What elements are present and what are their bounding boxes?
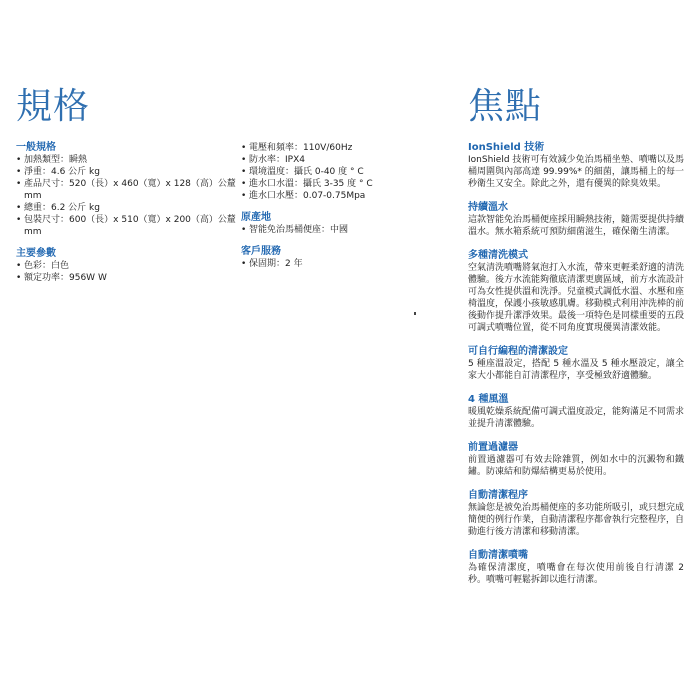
feature-air-temp — [468, 394, 684, 430]
feature-body: 這款智能免治馬桶便座採用瞬熱技術，隨需要提供持續溫水。無水箱系統可預防細菌滋生，確保衛生清潔。 — [468, 215, 685, 237]
feature-programmable — [468, 346, 684, 382]
feature-body: 5 種座溫設定，搭配 5 種水溫及 5 種水壓設定，讓全家大小都能自訂清潔程序，享受極致舒適體驗。 — [468, 359, 684, 381]
feature-body: 無論您是被免治馬桶便座的多功能所吸引，或只想完成簡便的例行作業，自動清潔程序都會執行完整程序，自動進行後方清潔和移動清潔。 — [468, 503, 685, 537]
main-params-heading: 主要參數 — [16, 248, 56, 259]
specs-column-left — [16, 142, 236, 294]
focus-title: 焦點 — [468, 86, 543, 127]
feature-pre-filter — [468, 442, 684, 478]
feature-auto-clean-nozzle — [468, 550, 684, 586]
spec-item-ambient-temp: • 環境溫度：攝氏 0-40 度 ° C — [241, 166, 451, 178]
feature-heading: 可自行編程的清潔設定 — [468, 346, 568, 357]
feature-body: IonShield 技術可有效減少免治馬桶坐墊、噴嘴以及馬桶周圍與內部高達 99.99%* 的細菌，讓馬桶上的每一秒衛生又安全。除此之外，還有優異的除臭效果。 — [468, 155, 684, 189]
spec-item-color: • 色彩：白色 — [16, 260, 236, 272]
general-specs-list — [16, 154, 236, 238]
spec-item-rated-power: • 額定功率：956W W — [16, 272, 236, 284]
spec-item-origin: • 智能免治馬桶便座：中國 — [241, 224, 451, 236]
spec-item-net-weight: • 淨重：4.6 公斤 kg — [16, 166, 236, 178]
stray-mark — [414, 312, 416, 315]
spec-item-product-size: • 產品尺寸：520（長）x 460（寬）x 128（高）公釐 mm — [16, 178, 236, 202]
feature-heading: 自動清潔程序 — [468, 490, 528, 501]
spec-item-warranty: • 保固期：2 年 — [241, 258, 451, 270]
feature-heading: 持續溫水 — [468, 202, 508, 213]
feature-ionshield — [468, 142, 684, 190]
origin-heading: 原產地 — [241, 212, 271, 223]
feature-heading: 前置過濾器 — [468, 442, 518, 453]
customer-service-heading: 客戶服務 — [241, 246, 281, 257]
feature-body: 前置過濾器可有效去除雜質，例如水中的沉澱物和鐵鏽。防凍結和防爆結構更易於使用。 — [468, 455, 684, 477]
origin-list — [241, 224, 451, 236]
spec-item-inlet-temp: • 進水口水溫：攝氏 3-35 度 ° C — [241, 178, 451, 190]
customer-service-list — [241, 258, 451, 270]
feature-heading: 自動清潔噴嘴 — [468, 550, 528, 561]
feature-warm-water — [468, 202, 684, 238]
spec-item-gross-weight: • 總重：6.2 公斤 kg — [16, 202, 236, 214]
feature-wash-modes — [468, 250, 684, 334]
feature-auto-clean-program — [468, 490, 684, 538]
electrical-specs-list — [241, 142, 451, 202]
specs-title: 規格 — [16, 86, 91, 127]
spec-item-package-size: • 包裝尺寸：600（長）x 510（寬）x 200（高）公釐 mm — [16, 214, 236, 238]
general-specs-heading: 一般規格 — [16, 142, 56, 153]
spec-item-waterproof: • 防水率：IPX4 — [241, 154, 451, 166]
spec-item-inlet-pressure: • 進水口水壓：0.07-0.75Mpa — [241, 190, 451, 202]
main-params-list — [16, 260, 236, 284]
specs-column-right — [241, 142, 451, 280]
focus-column — [468, 142, 684, 598]
feature-heading: 多種清洗模式 — [468, 250, 528, 261]
spec-item-heating-type: • 加熱類型：瞬熱 — [16, 154, 236, 166]
feature-heading: 4 種風溫 — [468, 394, 509, 405]
feature-body: 暖風乾燥系統配備可調式溫度設定，能夠滿足不同需求並提升清潔體驗。 — [468, 407, 685, 429]
feature-body: 為確保清潔度，噴嘴會在每次使用前後自行清潔 2 秒。噴嘴可輕鬆拆卸以進行清潔。 — [468, 563, 684, 585]
feature-heading: IonShield 技術 — [468, 142, 545, 153]
feature-body: 空氣清洗噴嘴將氣泡打入水流，帶來更輕柔舒適的清洗體驗。後方水流能夠徹底清潔更廣區域，前方水流設計可為女性提供溫和洗淨。兒童模式調低水溫、水壓和座椅溫度，保護小孩敏感肌膚。移動模式利用沖洗棒的前後動作提升潔淨效果。最後一項特色是同樣重要的五段可調式噴嘴位置，從不同角度實現優異清潔效能。 — [468, 263, 685, 333]
spec-item-voltage: • 電壓和頻率：110V/60Hz — [241, 142, 451, 154]
